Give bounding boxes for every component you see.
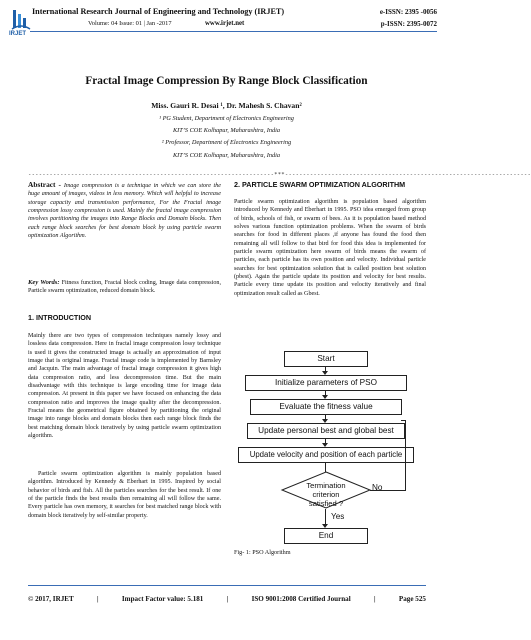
- page-footer: [28, 595, 426, 603]
- abstract-label: Abstract -: [28, 180, 64, 189]
- footer-page: Page 525: [398, 595, 426, 603]
- flow-no-line: [401, 420, 406, 421]
- intro-paragraph: Mainly there are two types of compression techniques namely lossy and lossless data compression. Here in fractal image compression lossy technique is used it gives the constructed image is actually an approximation of input image that is original image. Fractal image code is implemented by Barnsley and Jacquin. The main advantage of fractal image compression it gives high data compression ratio, and less decompression time. But the main disadvantage with this technique is large encoding time for image data compression. At present in this paper we have focused on enhancing the data compression ratio and improves the image quality after the decompression. Fractal means the geometrical figure obtained by partitioning the original image into range blocks and domain blocks then each range block finds the best matching domain block iteratively by using particle swarm optimization algorithm.: [28, 333, 221, 440]
- intro-paragraph: Particle swarm optimization algorithm is mainly population based algorithm. Introduced by Kennedy & Eberhart in 1995. Inspired by social behavior of birds and fish. All the particles searches for the best result. If one of the particle finds the best results then remaining all will follow the same. Every particle has own memory, it searches for best matched range block with domain block iteratively by self-similar property.: [28, 471, 221, 519]
- pso-heading: 2. PARTICLE SWARM OPTIMIZATION ALGORITHM: [234, 180, 406, 189]
- figure-caption: Fig- 1: PSO Algorithm: [234, 549, 291, 556]
- website-link[interactable]: www.irjet.net: [205, 20, 245, 27]
- volume-issue: Volume: 04 Issue: 01 | Jan -2017: [88, 20, 172, 27]
- flow-update-velocity: Update velocity and position of each particle: [238, 447, 414, 463]
- flow-no-label: No: [372, 483, 383, 492]
- flow-no-line: [405, 420, 406, 491]
- footer-separator: |: [374, 595, 376, 603]
- affiliation-line: KIT’S COE Kolhapur, Maharashtra, India: [172, 152, 281, 159]
- footer-iso: ISO 9001:2008 Certified Journal: [251, 595, 351, 603]
- flow-end: End: [284, 528, 368, 544]
- flow-update-best: Update personal best and global best: [247, 423, 405, 439]
- affiliation-line: KIT’S COE Kolhapur, Maharashtra, India: [172, 127, 281, 134]
- journal-name: International Research Journal of Engineering and Technology (IRJET): [32, 7, 285, 16]
- keywords-label: Key Words:: [28, 279, 60, 286]
- footer-separator: |: [226, 595, 229, 603]
- footer-divider: [28, 585, 426, 586]
- abstract-text: Image compression is a technique in which we can store the huge amount of images, videos in less memory. Which will helpful to increase storage capacity and transmission performance, For the Fractal image compression lossy compression is used. Mainly the fractal image compression involves partitioning the images into Range Blocks and Domain blocks. Then each range block searches for best domain block by using particle swarm optimization Algorithm.: [28, 183, 221, 240]
- affiliation-line: ¹ PG Student, Department of Electronics Engineering: [159, 115, 294, 122]
- flow-start: Start: [284, 351, 368, 367]
- section-divider: ---------------------------------------------------------------------***---------------------------------------------------------------------: [28, 172, 531, 178]
- header-divider: [30, 31, 437, 32]
- footer-separator: |: [97, 595, 99, 603]
- affiliation-line: ² Professor, Department of Electronics Engineering: [161, 139, 292, 146]
- flow-decision-text: Termination criterion satisfied ?: [306, 481, 346, 508]
- paper-authors: Miss. Gauri R. Desai ¹, Dr. Mahesh S. Chavan²: [151, 101, 302, 110]
- logo-text: IRJET: [9, 31, 27, 37]
- intro-heading: 1. INTRODUCTION: [28, 313, 92, 322]
- keywords-text: Fitness function, Fractal block coding, Image data compression, Particle swarm optimization, reduced domain block.: [28, 280, 221, 295]
- flow-yes-label: Yes: [331, 512, 345, 521]
- p-issn: p-ISSN: 2395-0072: [380, 20, 437, 28]
- paper-title: Fractal Image Compression By Range Block Classification: [85, 75, 368, 87]
- flow-init: Initialize parameters of PSO: [245, 375, 407, 391]
- footer-impact: Impact Factor value: 5.181: [121, 595, 204, 603]
- pso-paragraph: Particle swarm optimization algorithm is population based algorithm introduced by Kennedy and Eberhart in 1995. PSO idea emerged from group of birds, schools of fish, or swarm of bees. As it is population based method solves various function optimization problems. When the swarm of birds searches for food in different places ,if anyone has found the food then remaining all will follow to that bird for food this idea is implemented for particle swarm optimization here swarm of birds means the swarm of particles, each particle has its own position and velocity. Individual particle searches for best optimization solution that is called position best solution (pbest). Again the particle update its position and velocity for best results. Particle every time update its position and velocity iteratively and final optimization result called as Gbest.: [234, 199, 426, 297]
- flow-eval: Evaluate the fitness value: [250, 399, 402, 415]
- abstract: [28, 181, 221, 240]
- keywords: [28, 279, 221, 296]
- footer-copyright: © 2017, IRJET: [28, 595, 74, 603]
- e-issn: e-ISSN: 2395 -0056: [379, 8, 437, 16]
- irjet-logo: [10, 8, 32, 32]
